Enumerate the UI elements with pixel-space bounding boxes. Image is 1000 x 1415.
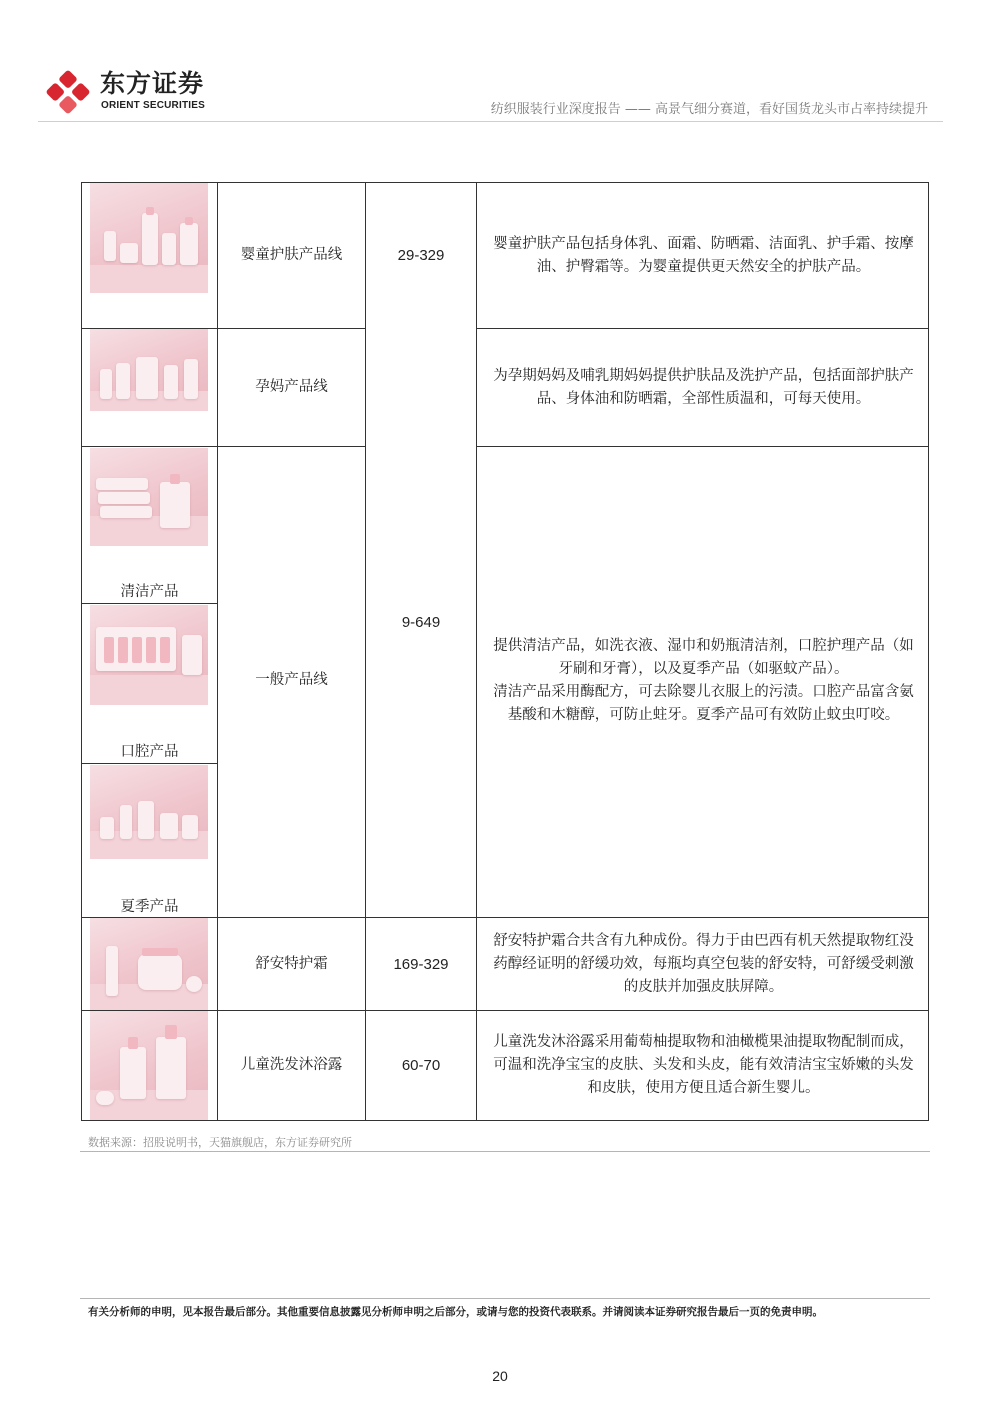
sub-image-caption: 夏季产品 bbox=[120, 899, 179, 915]
report-title: 纺织服装行业深度报告 —— 高景气细分赛道，看好国货龙头市占率持续提升 bbox=[490, 102, 928, 117]
product-image-soothing-cream bbox=[90, 918, 208, 1010]
product-image-baby-skincare bbox=[90, 183, 208, 293]
footer-divider bbox=[80, 1298, 930, 1299]
sub-image-divider bbox=[82, 763, 217, 764]
product-line-description: 舒安特护霜合共含有九种成份。得力于由巴西有机天然提取物红没药醇经证明的舒缓功效，每瓶均真空包装的舒安特，可舒缓受刺激的皮肤并加强皮肤屏障。 bbox=[493, 932, 914, 995]
source-divider bbox=[80, 1151, 930, 1152]
brand-name-en: ORIENT SECURITIES bbox=[101, 100, 205, 111]
header-divider bbox=[38, 121, 943, 122]
product-image-shampoo-bodywash bbox=[90, 1011, 208, 1120]
sub-image-caption: 口腔产品 bbox=[120, 744, 179, 760]
description-paragraph: 清洁产品采用酶配方，可去除婴儿衣服上的污渍。口腔产品富含氨基酸和木糖醇，可防止蛀牙。夏季产品可有效防止蚊虫叮咬。 bbox=[493, 684, 914, 723]
product-image-cleaning bbox=[90, 448, 208, 546]
product-line-description: 为孕期妈妈及哺乳期妈妈提供护肤品及洗护产品，包括面部护肤产品、身体油和防晒霜，全部性质温和，可每天使用。 bbox=[493, 367, 914, 407]
product-line-name: 婴童护肤产品线 bbox=[240, 247, 343, 263]
price-range: 169-329 bbox=[393, 955, 449, 973]
product-image-oral-care bbox=[90, 605, 208, 705]
product-image-maternity bbox=[90, 329, 208, 411]
price-range-merged: 9-649 bbox=[401, 614, 441, 631]
price-range: 60-70 bbox=[401, 1057, 441, 1074]
orient-securities-logo-icon bbox=[46, 70, 90, 114]
product-line-table bbox=[81, 182, 929, 1121]
page-number: 20 bbox=[492, 1368, 508, 1384]
disclaimer-text: 有关分析师的申明，见本报告最后部分。其他重要信息披露见分析师申明之后部分，或请与您的投资代表联系。并请阅读本证券研究报告最后一页的免责申明。 bbox=[88, 1306, 823, 1318]
data-source-note: 数据来源：招股说明书，天猫旗舰店，东方证券研究所 bbox=[88, 1136, 352, 1149]
product-line-name: 儿童洗发沐浴露 bbox=[240, 1057, 343, 1073]
brand-name-cn: 东方证券 bbox=[100, 69, 205, 98]
product-line-description: 婴童护肤产品包括身体乳、面霜、防晒霜、洁面乳、护手霜、按摩油、护臀霜等。为婴童提供更天然安全的护肤产品。 bbox=[493, 235, 914, 275]
product-line-description: 儿童洗发沐浴露采用葡萄柚提取物和油橄榄果油提取物配制而成，可温和洗净宝宝的皮肤、头发和头皮，能有效清洁宝宝娇嫩的头发和皮肤，使用方便且适合新生婴儿。 bbox=[493, 1034, 914, 1096]
product-line-description bbox=[477, 447, 930, 917]
product-line-name: 舒安特护霜 bbox=[255, 955, 328, 972]
sub-image-caption: 清洁产品 bbox=[120, 584, 179, 600]
sub-image-divider bbox=[82, 603, 217, 604]
description-paragraph: 提供清洁产品，如洗衣液、湿巾和奶瓶清洁剂，口腔护理产品（如牙刷和牙膏），以及夏季产品（如驱蚊产品）。 bbox=[493, 638, 914, 677]
product-image-summer bbox=[90, 765, 208, 859]
product-line-name: 一般产品线 bbox=[255, 672, 328, 688]
price-range: 29-329 bbox=[397, 247, 445, 264]
product-line-name: 孕妈产品线 bbox=[255, 379, 328, 395]
